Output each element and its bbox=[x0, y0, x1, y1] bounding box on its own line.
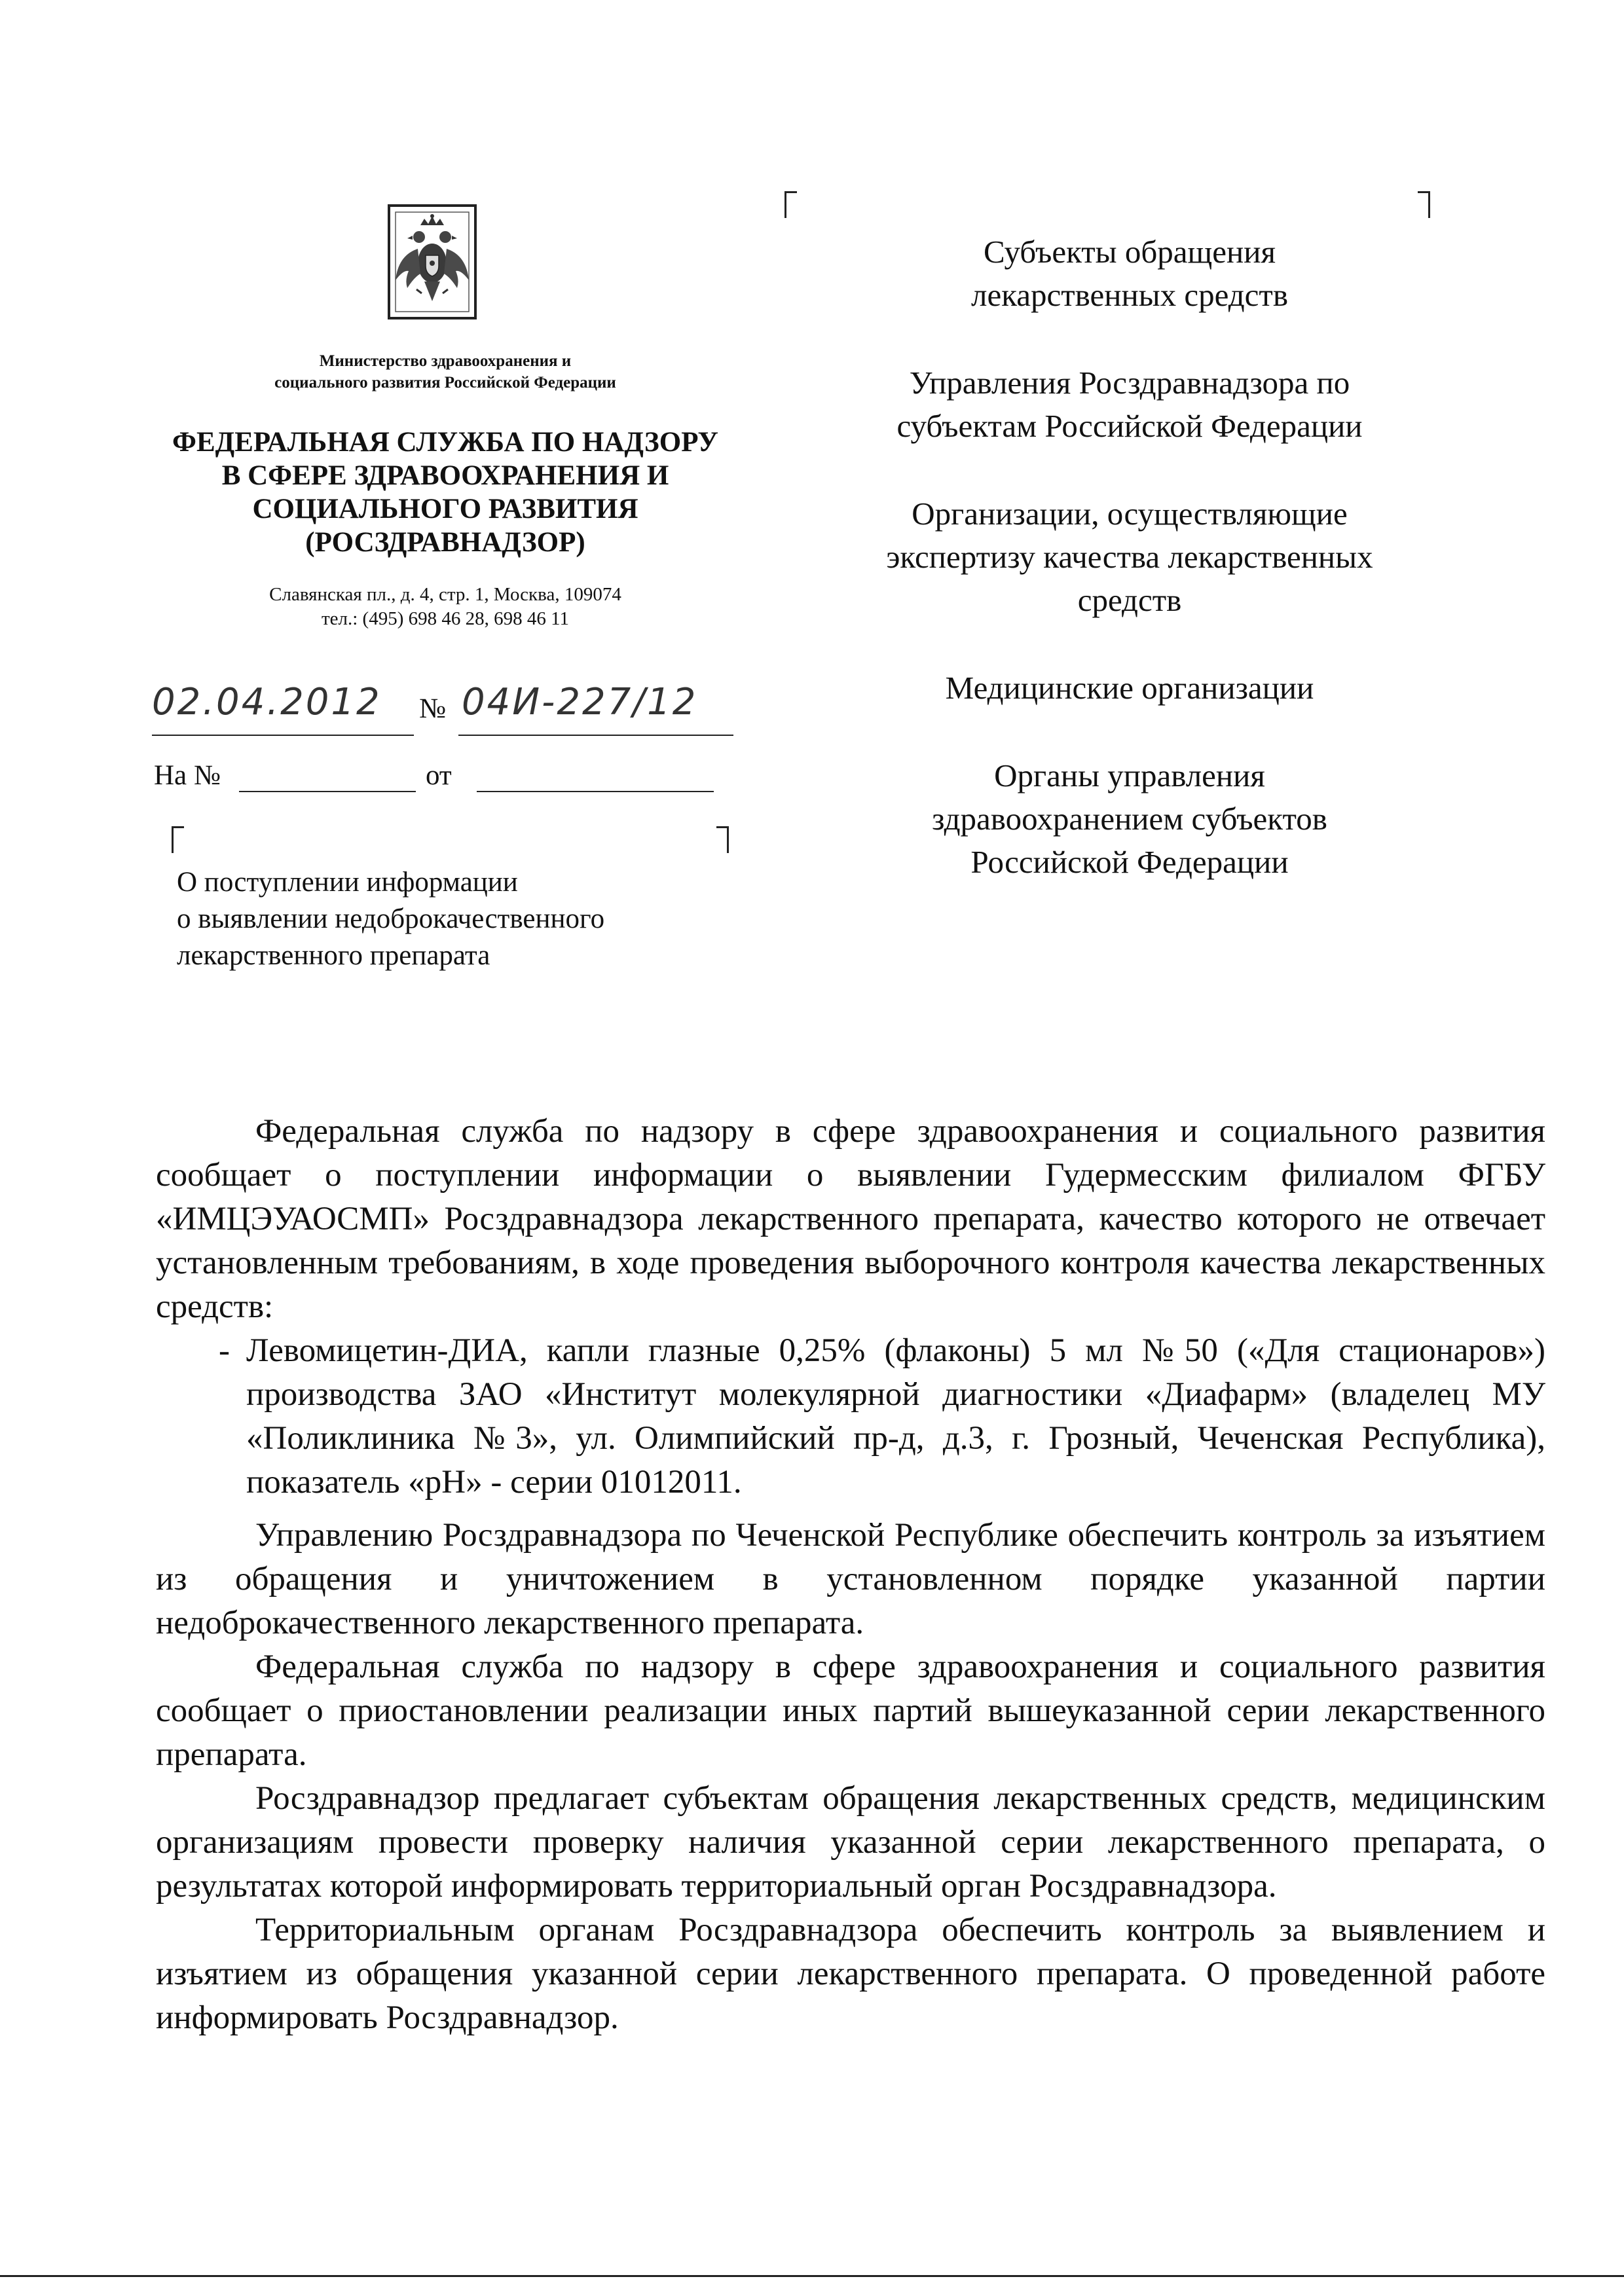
body-paragraph-5: Территориальным органам Росздравнадзора обеспечить контроль за выявлением и изъятием из обращения указанной серии лекарственного препарата. О проведенной работе информировать Росздравнадзор. bbox=[156, 1912, 1545, 2036]
body-paragraph-1: Федеральная служба по надзору в сфере здравоохранения и социального развития сообщает о поступлении информации о выявлении Гудермесским филиалом ФГБУ «ИМЦЭУАОСМП» Росздравнадзора лекарственного препарата, качество которого не отвечает установленным требованиям, в ходе проведения выборочного контроля качества лекарственных средств: bbox=[156, 1113, 1545, 1325]
recipients-bracket-left bbox=[784, 191, 797, 218]
body-paragraph-2: Управлению Росздравнадзора по Чеченской Республике обеспечить контроль за изъятием из обращения и уничтожением в установленном порядке указанной партии недоброкачественного лекарственного препарата. bbox=[156, 1517, 1545, 1641]
letter-body bbox=[156, 1110, 1545, 2040]
list-dash: - bbox=[219, 1332, 230, 1369]
number-underline bbox=[458, 735, 733, 736]
document-number: 04И-227/12 bbox=[462, 681, 698, 723]
body-list-item bbox=[219, 1329, 1545, 1504]
service-name: ФЕДЕРАЛЬНАЯ СЛУЖБА ПО НАДЗОРУ В СФЕРЕ ЗДРАВООХРАНЕНИЯ И СОЦИАЛЬНОГО РАЗВИТИЯ (РОСЗДРАВНАДЗОР) bbox=[172, 427, 718, 558]
list-item-text: Левомицетин-ДИА, капли глазные 0,25% (флаконы) 5 мл №50 («Для стационаров») производства ЗАО «Институт молекулярной диагностики «Диафарм» (владелец МУ «Поликлиника №3», ул. Олимпийский пр-д, д.3, г. Грозный, Чеченская Республика), показатель «pH» - серии 01012011. bbox=[246, 1332, 1545, 1501]
document-date: 02.04.2012 bbox=[152, 681, 382, 723]
body-paragraph-3: Федеральная служба по надзору в сфере здравоохранения и социального развития сообщает о приостановлении реализации иных партий вышеуказанной серии лекарственного препарата. bbox=[156, 1649, 1545, 1773]
ot-label: от bbox=[426, 760, 452, 791]
service-address: Славянская пл., д. 4, стр. 1, Москва, 109074 тел.: (495) 698 46 28, 698 46 11 bbox=[269, 584, 621, 629]
body-paragraph-4: Росздравнадзор предлагает субъектам обращения лекарственных средств, медицинским организациям провести проверку наличия указанной серии лекарственного препарата, о результатах которой информировать территориальный орган Росздравнадзора. bbox=[156, 1780, 1545, 1904]
recipients-block bbox=[819, 230, 1441, 928]
coat-of-arms-icon bbox=[386, 203, 478, 321]
bottom-rule bbox=[0, 2275, 1624, 2277]
recipient-group: Органы управления здравоохранением субъектов Российской Федерации bbox=[932, 757, 1327, 880]
recipient-group: Субъекты обращения лекарственных средств bbox=[971, 234, 1288, 313]
recipient-group: Медицинские организации bbox=[945, 670, 1314, 706]
letter-subject: О поступлении информации о выявлении недоброкачественного лекарственного препарата bbox=[177, 867, 605, 971]
subject-bracket-right bbox=[716, 826, 729, 853]
na-nomer-label: На № bbox=[154, 760, 221, 791]
na-nomer-field bbox=[239, 791, 416, 792]
ministry-name: Министерство здравоохранения и социального развития Российской Федерации bbox=[274, 352, 616, 392]
ot-field bbox=[477, 791, 714, 792]
date-underline bbox=[152, 735, 414, 736]
number-sign: № bbox=[419, 693, 447, 724]
recipients-bracket-right bbox=[1418, 191, 1430, 218]
recipient-group: Организации, осуществляющие экспертизу качества лекарственных средств bbox=[886, 496, 1373, 618]
subject-bracket-left bbox=[172, 826, 184, 853]
recipient-group: Управления Росздравнадзора по субъектам Российской Федерации bbox=[896, 365, 1363, 444]
